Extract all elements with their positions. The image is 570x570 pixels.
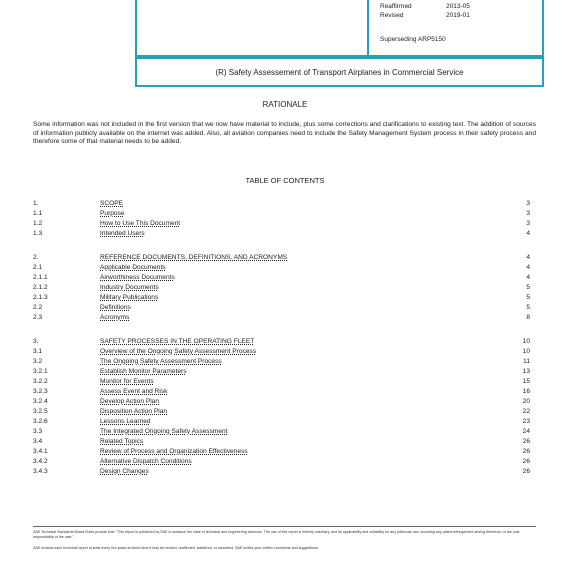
toc-entry-number: 2.1 <box>33 264 43 271</box>
toc-entry-title[interactable]: SAFETY PROCESSES IN THE OPERATING FLEET <box>100 338 255 345</box>
toc-entry-title[interactable]: The Ongoing Safety Assessment Process <box>100 358 222 365</box>
toc-entry-page: 8 <box>526 314 530 321</box>
toc-entry-number: 1.3 <box>33 230 43 237</box>
toc-entry[interactable] <box>33 407 530 416</box>
toc-entry-number: 3.4.2 <box>33 458 48 465</box>
meta-row-revised <box>380 11 470 20</box>
toc-entry[interactable] <box>33 209 530 218</box>
toc-entry-title[interactable]: Alternative Dispatch Conditions <box>100 458 192 465</box>
toc-entry-number: 2.1.1 <box>33 274 48 281</box>
header-divider <box>367 0 369 57</box>
toc-entry-title[interactable]: Acronyms <box>100 314 130 321</box>
toc-entry-number: 3.2.3 <box>33 388 48 395</box>
toc-entry-page: 15 <box>522 378 530 385</box>
toc-entry-page: 26 <box>522 468 530 475</box>
toc-entry-number: 3.4 <box>33 438 43 445</box>
toc-entry-page: 3 <box>526 210 530 217</box>
toc-entry-title[interactable]: Lessons Learned <box>100 418 151 425</box>
toc-entry-page: 20 <box>522 398 530 405</box>
toc-entry-number: 1. <box>33 200 39 207</box>
toc-entry-title[interactable]: Design Changes <box>100 468 149 475</box>
toc-entry-page: 11 <box>523 358 530 365</box>
toc-entry-number: 2.1.2 <box>33 284 48 291</box>
toc-entry-page: 10 <box>522 338 530 345</box>
toc-entry-title[interactable]: Airworthiness Documents <box>100 274 175 281</box>
toc-entry-page: 26 <box>522 458 530 465</box>
document-title: (R) Safety Assessement of Transport Airplanes in Commercial Service <box>215 67 464 77</box>
toc-entry-title[interactable]: Military Publications <box>100 294 159 301</box>
toc-entry-page: 5 <box>526 284 530 291</box>
toc-entry[interactable] <box>33 357 530 366</box>
header-box <box>135 0 544 57</box>
meta-value: 2019-01 <box>446 12 470 19</box>
toc-entry-title[interactable]: Related Topics <box>100 438 144 445</box>
toc-entry-title[interactable]: Overview of the Ongoing Safety Assessment Process <box>100 348 257 355</box>
toc-entry-number: 3. <box>33 338 39 345</box>
toc-entry[interactable] <box>33 397 530 406</box>
toc-entry[interactable] <box>33 273 530 282</box>
toc-entry[interactable] <box>33 447 530 456</box>
document-meta <box>380 2 470 20</box>
toc-entry[interactable] <box>33 293 530 302</box>
toc-entry-number: 3.2.5 <box>33 408 48 415</box>
toc-entry[interactable] <box>33 367 530 376</box>
toc-entry-title[interactable]: Applicable Documents <box>100 264 166 271</box>
toc-entry[interactable] <box>33 417 530 426</box>
toc-entry-number: 2.3 <box>33 314 43 321</box>
toc-entry-title[interactable]: Purpose <box>100 210 125 217</box>
toc-entry[interactable] <box>33 387 530 396</box>
meta-row-reaffirmed <box>380 2 470 11</box>
toc-heading: TABLE OF CONTENTS <box>245 176 325 185</box>
toc-entry-page: 4 <box>526 274 530 281</box>
toc-entry-number: 3.2 <box>33 358 43 365</box>
toc-entry-page: 22 <box>522 408 530 415</box>
toc-entry-number: 3.2.4 <box>33 398 48 405</box>
toc-entry-title[interactable]: Establish Monitor Parameters <box>100 368 187 375</box>
toc-entry-number: 2.1.3 <box>33 294 48 301</box>
rationale-heading: RATIONALE <box>262 100 308 109</box>
toc-entry-page: 23 <box>522 418 530 425</box>
toc-entry[interactable] <box>33 313 530 322</box>
rationale-text: Some information was not included in the first version that we now have material to include, plus some corrections and clarifications to existing text. The addition of sources of information publicly available on the internet was added. Also, all aviation companies need to include the Safety Management System process in their safety process and therefore some of that material needs to be added. <box>33 121 536 146</box>
toc-entry-page: 24 <box>522 428 530 435</box>
toc-entry-title[interactable]: The Integrated Ongoing Safety Assessment <box>100 428 228 435</box>
toc-entry[interactable] <box>33 283 530 292</box>
toc-entry-page: 3 <box>526 220 530 227</box>
toc-entry-title[interactable]: Definitions <box>100 304 131 311</box>
toc-entry[interactable] <box>33 253 530 262</box>
toc-entry[interactable] <box>33 303 530 312</box>
toc-entry-title[interactable]: SCOPE <box>100 200 124 207</box>
toc-entry[interactable] <box>33 199 530 208</box>
toc-entry[interactable] <box>33 263 530 272</box>
toc-entry-title[interactable]: Review of Process and Organization Effectiveness <box>100 448 248 455</box>
document-title-box <box>135 57 544 87</box>
toc-entry-number: 3.3 <box>33 428 43 435</box>
toc-entry-page: 4 <box>526 264 530 271</box>
toc-entry-title[interactable]: Intended Users <box>100 230 145 237</box>
toc-entry-page: 5 <box>526 294 530 301</box>
meta-label: Revised <box>380 12 404 19</box>
toc-entry-title[interactable]: Assess Event and Risk <box>100 388 168 395</box>
toc-entry-number: 3.1 <box>33 348 43 355</box>
toc-entry-number: 3.4.3 <box>33 468 48 475</box>
toc-entry[interactable] <box>33 457 530 466</box>
toc-entry[interactable] <box>33 347 530 356</box>
toc-entry-page: 4 <box>526 254 530 261</box>
toc-entry-title[interactable]: Monitor for Events <box>100 378 154 385</box>
toc-entry-number: 1.1 <box>33 210 43 217</box>
meta-label: Reaffirmed <box>380 3 412 10</box>
toc-entry[interactable] <box>33 467 530 476</box>
superseding-note: Superseding ARP5150 <box>380 36 446 43</box>
footer-rules-text: SAE Technical Standards Board Rules provide that: "This report is published by SAE to advance the state of technical and engineering sciences. The use of this report is entirely voluntary, and its applicability and suitability for any particular use, including any patent infringement arising therefrom, is the sole responsibility of the user." <box>33 530 520 539</box>
toc-entry-number: 3.2.2 <box>33 378 48 385</box>
toc-entry-page: 26 <box>522 438 530 445</box>
toc-entry-number: 2.2 <box>33 304 43 311</box>
footer-divider <box>33 526 536 527</box>
toc-entry[interactable] <box>33 377 530 386</box>
toc-entry-page: 26 <box>522 448 530 455</box>
toc-entry-page: 5 <box>526 304 530 311</box>
toc-entry-number: 3.2.1 <box>33 368 48 375</box>
toc-entry-number: 3.4.1 <box>33 448 48 455</box>
toc-entry[interactable] <box>33 437 530 446</box>
toc-entry-page: 10 <box>522 348 530 355</box>
toc-entry-title[interactable]: How to Use This Document <box>100 220 181 227</box>
toc-entry[interactable] <box>33 229 530 238</box>
meta-value: 2013-05 <box>446 3 470 10</box>
toc-entry-number: 1.2 <box>33 220 43 227</box>
toc-entry-number: 2. <box>33 254 39 261</box>
toc-entry[interactable] <box>33 219 530 228</box>
toc-entry-title[interactable]: Disposition Action Plan <box>100 408 168 415</box>
toc-entry-title[interactable]: Develop Action Plan <box>100 398 160 405</box>
footer-review-text: SAE reviews each technical report at least every five years at which time it may be revised, reaffirmed, stabilized, or cancelled. SAE invites your written comments and suggestions. <box>33 546 319 550</box>
toc-entry-title[interactable]: REFERENCE DOCUMENTS, DEFINITIONS, AND ACRONYMS <box>100 254 288 261</box>
toc-entry-page: 3 <box>526 200 530 207</box>
toc-entry-page: 13 <box>522 368 530 375</box>
toc-entry-title[interactable]: Industry Documents <box>100 284 159 291</box>
toc-entry-page: 4 <box>526 230 530 237</box>
toc-entry[interactable] <box>33 427 530 436</box>
toc-entry[interactable] <box>33 337 530 346</box>
toc-entry-number: 3.2.6 <box>33 418 48 425</box>
toc-entry-page: 16 <box>522 388 530 395</box>
